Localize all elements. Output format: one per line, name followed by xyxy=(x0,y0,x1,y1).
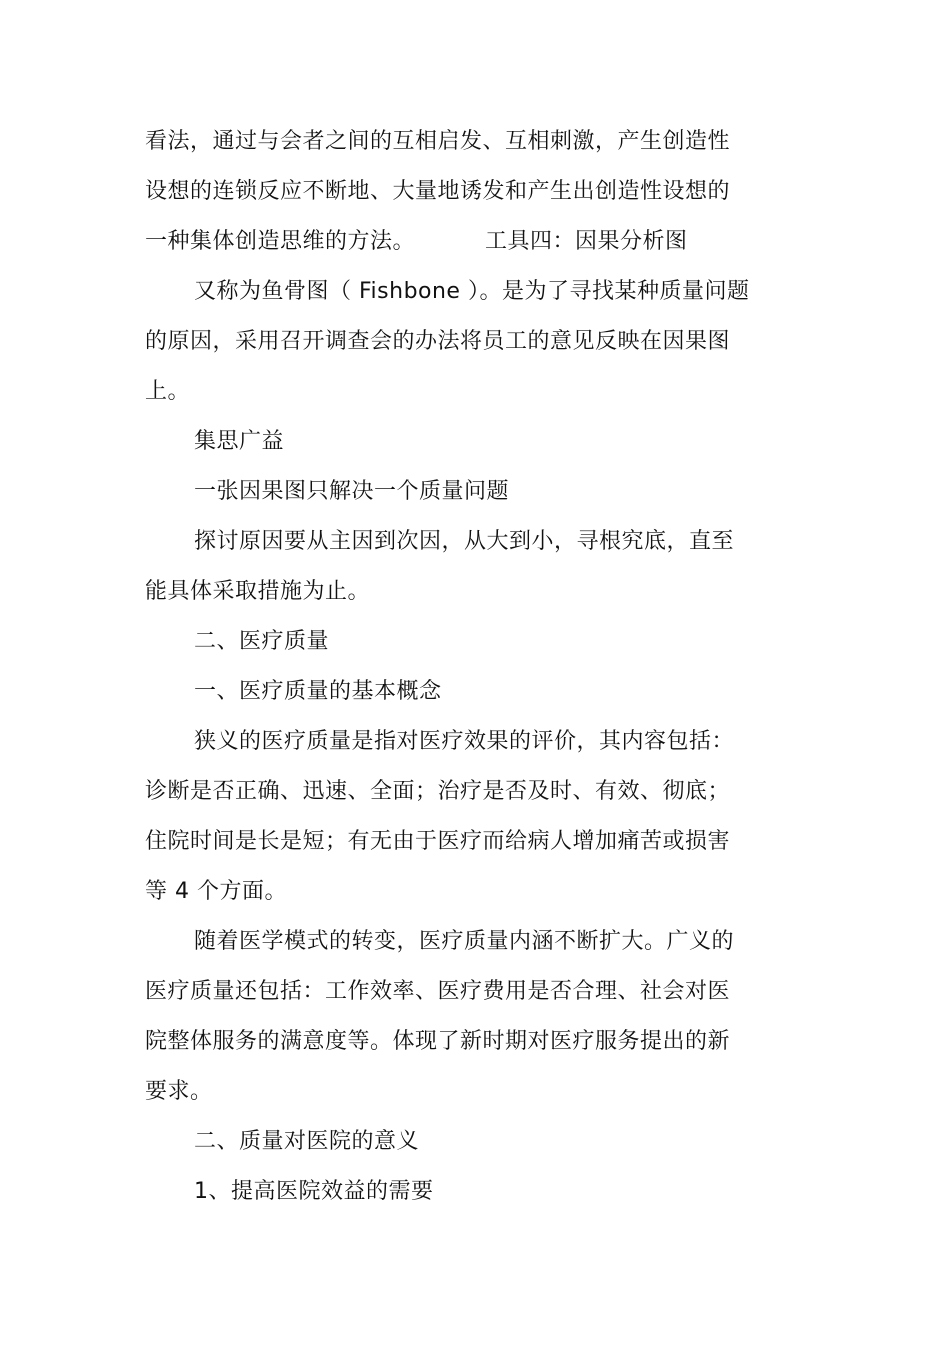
text-line: 狭义的医疗质量是指对医疗效果的评价，其内容包括： xyxy=(194,729,735,754)
text-line: 的原因，采用召开调查会的办法将员工的意见反映在因果图 xyxy=(145,329,731,354)
text-line: 诊断是否正确、迅速、全面；治疗是否及时、有效、彻底； xyxy=(145,779,731,804)
text-line: 又称为鱼骨图（ Fishbone ）。是为了寻找某种质量问题 xyxy=(194,279,750,304)
text-line: 院整体服务的满意度等。体现了新时期对医疗服务提出的新 xyxy=(145,1029,731,1054)
section-heading: 一、医疗质量的基本概念 xyxy=(194,679,442,704)
text-line: 要求。 xyxy=(145,1079,213,1104)
text-line: 医疗质量还包括：工作效率、医疗费用是否合理、社会对医 xyxy=(145,979,731,1004)
text-line-with-heading xyxy=(145,227,688,257)
text-line: 一种集体创造思维的方法。 xyxy=(145,229,416,254)
section-heading: 二、医疗质量 xyxy=(194,629,330,654)
text-line: 能具体采取措施为止。 xyxy=(145,579,371,604)
text-line: 等 4 个方面。 xyxy=(145,879,287,904)
section-heading: 二、质量对医院的意义 xyxy=(194,1129,420,1154)
section-heading-tool-four: 工具四：因果分析图 xyxy=(485,229,688,254)
text-line: 设想的连锁反应不断地、大量地诱发和产生出创造性设想的 xyxy=(145,179,731,204)
text-line: 一张因果图只解决一个质量问题 xyxy=(194,479,510,504)
text-line: 看法，通过与会者之间的互相启发、互相刺激，产生创造性 xyxy=(145,129,731,154)
text-line: 上。 xyxy=(145,379,191,404)
text-line: 集思广益 xyxy=(194,429,285,454)
text-line: 住院时间是长是短；有无由于医疗而给病人增加痛苦或损害 xyxy=(145,829,731,854)
section-heading: 1、提高医院效益的需要 xyxy=(194,1179,434,1204)
text-line: 探讨原因要从主因到次因，从大到小，寻根究底，直至 xyxy=(194,529,735,554)
text-line: 随着医学模式的转变，医疗质量内涵不断扩大。广义的 xyxy=(194,929,735,954)
